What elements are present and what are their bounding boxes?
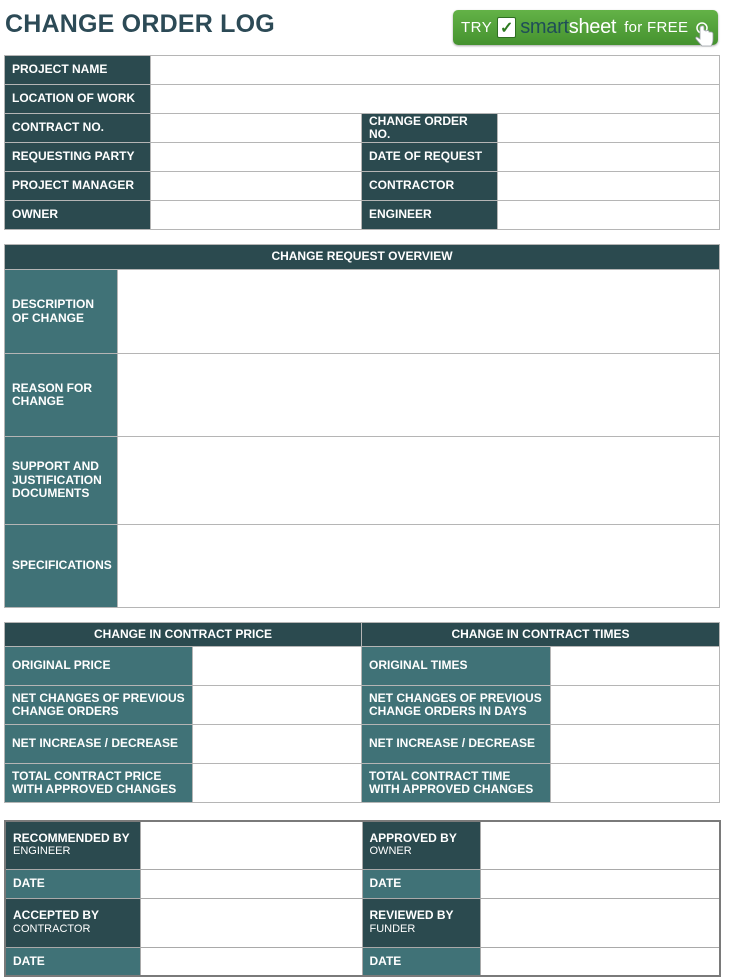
project-manager-field[interactable] <box>151 172 362 201</box>
date-approved-field[interactable] <box>480 869 720 898</box>
label-contract-no: CONTRACT NO. <box>5 114 151 143</box>
label-support-documents: SUPPORT AND JUSTIFICATION DOCUMENTS <box>5 437 118 525</box>
total-contract-price-field[interactable] <box>193 764 362 803</box>
label-net-changes-price: NET CHANGES OF PREVIOUS CHANGE ORDERS <box>5 686 193 725</box>
label-date-accepted: DATE <box>5 947 140 976</box>
label-total-contract-price: TOTAL CONTRACT PRICE WITH APPROVED CHANGES <box>5 764 193 803</box>
label-requesting-party: REQUESTING PARTY <box>5 143 151 172</box>
net-increase-times-field[interactable] <box>551 725 720 764</box>
label-contractor: CONTRACTOR <box>362 172 498 201</box>
overview-table <box>4 244 720 608</box>
reviewed-by-text: REVIEWED BY <box>369 908 454 922</box>
date-recommended-field[interactable] <box>140 869 362 898</box>
date-accepted-field[interactable] <box>140 947 362 976</box>
label-accepted-by <box>5 898 140 947</box>
original-price-field[interactable] <box>193 647 362 686</box>
label-net-increase-times: NET INCREASE / DECREASE <box>362 725 551 764</box>
contract-changes-table <box>4 622 720 803</box>
times-header: CHANGE IN CONTRACT TIMES <box>362 623 720 647</box>
label-date-reviewed: DATE <box>362 947 480 976</box>
cta-free-text: for FREE <box>624 19 689 36</box>
change-order-no-field[interactable] <box>498 114 720 143</box>
engineer-field[interactable] <box>498 201 720 230</box>
approved-role-text: OWNER <box>369 845 412 858</box>
label-date-approved: DATE <box>362 869 480 898</box>
label-date-recommended: DATE <box>5 869 140 898</box>
label-project-name: PROJECT NAME <box>5 56 151 85</box>
contractor-field[interactable] <box>498 172 720 201</box>
label-location-of-work: LOCATION OF WORK <box>5 85 151 114</box>
label-owner: OWNER <box>5 201 151 230</box>
recommended-by-field[interactable] <box>140 821 362 869</box>
try-smartsheet-button[interactable] <box>453 10 718 45</box>
brand-sheet-text: sheet <box>568 16 617 38</box>
net-increase-price-field[interactable] <box>193 725 362 764</box>
owner-field[interactable] <box>151 201 362 230</box>
signatures-table <box>4 820 721 977</box>
label-net-changes-days: NET CHANGES OF PREVIOUS CHANGE ORDERS IN DAYS <box>362 686 551 725</box>
recommended-by-text: RECOMMENDED BY <box>13 830 130 845</box>
checkmark-icon: ✓ <box>497 17 516 38</box>
cta-try-text: TRY <box>461 19 493 36</box>
reviewed-role-text: FUNDER <box>369 922 416 935</box>
page-title: CHANGE ORDER LOG <box>5 10 275 38</box>
project-info-table <box>4 55 720 230</box>
label-original-times: ORIGINAL TIMES <box>362 647 551 686</box>
label-project-manager: PROJECT MANAGER <box>5 172 151 201</box>
date-reviewed-field[interactable] <box>480 947 720 976</box>
original-times-field[interactable] <box>551 647 720 686</box>
label-reviewed-by <box>362 898 480 947</box>
label-recommended-by <box>5 821 140 869</box>
net-changes-price-field[interactable] <box>193 686 362 725</box>
approved-by-text: APPROVED BY <box>369 830 457 845</box>
label-net-increase-price: NET INCREASE / DECREASE <box>5 725 193 764</box>
label-date-of-request: DATE OF REQUEST <box>362 143 498 172</box>
contract-no-field[interactable] <box>151 114 362 143</box>
brand-smart-text: smart <box>520 16 569 38</box>
overview-header: CHANGE REQUEST OVERVIEW <box>5 245 720 270</box>
net-changes-days-field[interactable] <box>551 686 720 725</box>
total-contract-time-field[interactable] <box>551 764 720 803</box>
label-total-contract-time: TOTAL CONTRACT TIME WITH APPROVED CHANGES <box>362 764 551 803</box>
pointer-hand-icon <box>694 22 716 48</box>
project-name-field[interactable] <box>151 56 720 85</box>
reviewed-by-field[interactable] <box>480 898 720 947</box>
recommended-role-text: ENGINEER <box>13 845 71 858</box>
label-engineer: ENGINEER <box>362 201 498 230</box>
reason-for-change-field[interactable] <box>118 354 720 437</box>
specifications-field[interactable] <box>118 525 720 608</box>
accepted-by-text: ACCEPTED BY <box>13 908 100 922</box>
label-original-price: ORIGINAL PRICE <box>5 647 193 686</box>
label-approved-by <box>362 821 480 869</box>
approved-by-field[interactable] <box>480 821 720 869</box>
support-documents-field[interactable]: List all attached documents which support the requested change and justify any increased cost and time. <box>118 437 720 525</box>
description-of-change-field[interactable] <box>118 270 720 354</box>
requesting-party-field[interactable] <box>151 143 362 172</box>
label-reason-for-change: REASON FOR CHANGE <box>5 354 118 437</box>
accepted-role-text: CONTRACTOR <box>13 922 91 935</box>
label-specifications: SPECIFICATIONS <box>5 525 118 608</box>
label-change-order-no: CHANGE ORDER NO. <box>362 114 498 143</box>
accepted-by-field[interactable] <box>140 898 362 947</box>
label-description-of-change: DESCRIPTION OF CHANGE <box>5 270 118 354</box>
price-header: CHANGE IN CONTRACT PRICE <box>5 623 362 647</box>
date-of-request-field[interactable] <box>498 143 720 172</box>
location-of-work-field[interactable] <box>151 85 720 114</box>
